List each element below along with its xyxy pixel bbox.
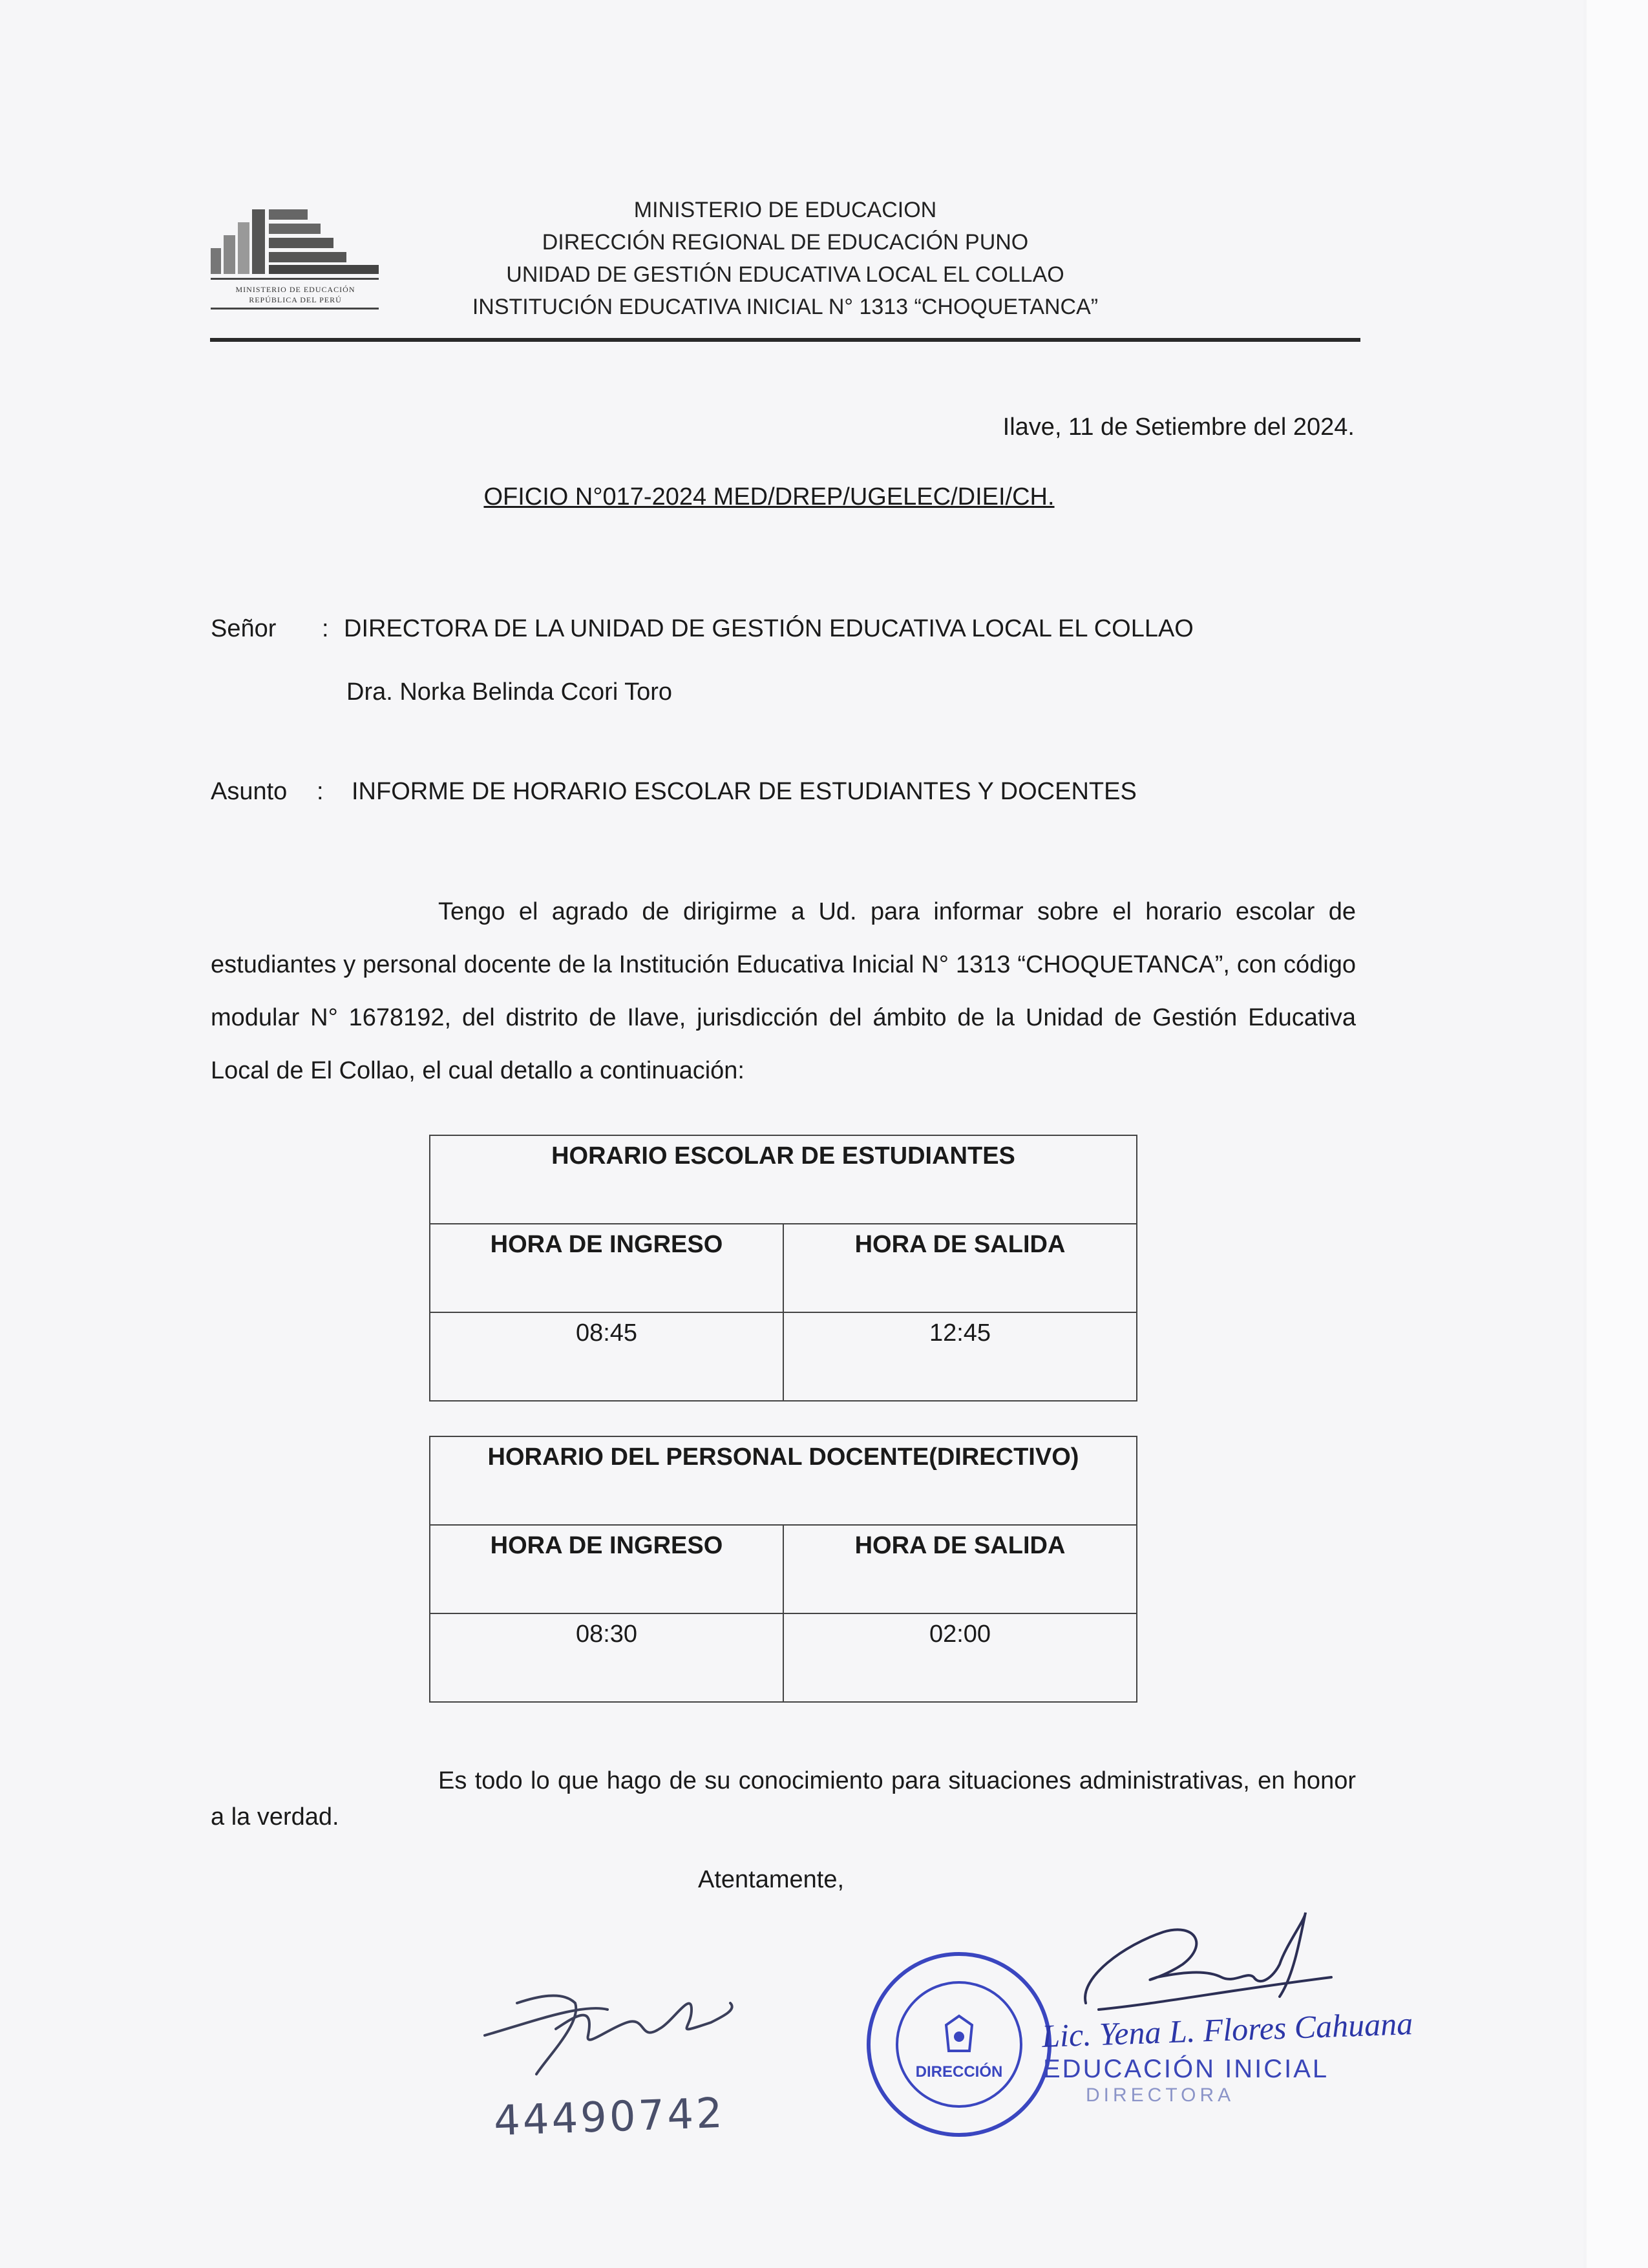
recipient-title: DIRECTORA DE LA UNIDAD DE GESTIÓN EDUCATIVA LOCAL EL COLLAO <box>344 615 1194 642</box>
director-name: Lic. Yena L. Flores Cahuana <box>1041 2004 1413 2055</box>
logo-caption-line: MINISTERIO DE EDUCACIÓN <box>235 285 355 294</box>
closing-paragraph: Es todo lo que hago de su conocimiento para situaciones administrativas, en honor a la verdad. <box>211 1767 1356 1831</box>
table-row <box>430 1613 1137 1702</box>
column-header-exit: HORA DE SALIDA <box>783 1525 1137 1613</box>
table-row <box>430 1312 1137 1401</box>
recipient-colon: : <box>322 615 329 642</box>
letterhead-line: DIRECCIÓN REGIONAL DE EDUCACIÓN PUNO <box>542 230 1029 255</box>
stamp-role: DIRECTORA <box>1086 2084 1235 2106</box>
recipient-name: Dra. Norka Belinda Ccori Toro <box>346 678 673 706</box>
letterhead-line: INSTITUCIÓN EDUCATIVA INICIAL N° 1313 “CHOQUETANCA” <box>472 295 1099 319</box>
subject-text: INFORME DE HORARIO ESCOLAR DE ESTUDIANTES Y DOCENTES <box>352 778 1137 805</box>
subject-colon: : <box>317 778 324 805</box>
body-paragraph: Tengo el agrado de dirigirme a Ud. para informar sobre el horario escolar de estudiantes y personal docente de la Institución Educativa Inicial N° 1313 “CHOQUETANCA”, con código modular N° 1678192, del distrito de Ilave, jurisdicción del ámbito de la Unidad de Gestión Educativa Local de El Collao, el cual detallo a continuación: <box>211 898 1356 1084</box>
table-row <box>430 1135 1137 1224</box>
table-row <box>430 1436 1137 1525</box>
sign-off: Atentamente, <box>698 1866 845 1893</box>
students-schedule-table <box>429 1135 1137 1402</box>
scan-edge <box>1587 0 1648 2268</box>
entry-time: 08:30 <box>430 1613 783 1702</box>
oficio-number: OFICIO N°017-2024 MED/DREP/UGELEC/DIEI/CH. <box>483 483 1055 510</box>
letterhead <box>414 194 1157 323</box>
staff-schedule-table <box>429 1436 1137 1703</box>
table-title: HORARIO DEL PERSONAL DOCENTE(DIRECTIVO) <box>430 1436 1137 1525</box>
seal-center-text: DIRECCIÓN <box>915 2063 1003 2081</box>
column-header-exit: HORA DE SALIDA <box>783 1224 1137 1312</box>
logo-caption-line: REPÚBLICA DEL PERÚ <box>249 295 342 304</box>
exit-time: 02:00 <box>783 1613 1137 1702</box>
letterhead-line: UNIDAD DE GESTIÓN EDUCATIVA LOCAL EL COLLAO <box>506 262 1064 287</box>
stamp-department: EDUCACIÓN INICIAL <box>1043 2055 1329 2083</box>
institution-seal-icon <box>862 1948 1056 2141</box>
header-divider <box>210 338 1360 342</box>
column-header-entry: HORA DE INGRESO <box>430 1224 783 1312</box>
exit-time: 12:45 <box>783 1312 1137 1401</box>
subject-label: Asunto <box>211 778 288 805</box>
handwritten-signature-icon <box>478 1964 750 2106</box>
table-row <box>430 1525 1137 1613</box>
logo-caption <box>208 284 383 305</box>
table-row <box>430 1224 1137 1312</box>
letterhead-line: MINISTERIO DE EDUCACION <box>633 198 937 222</box>
place-date: Ilave, 11 de Setiembre del 2024. <box>1002 414 1355 441</box>
recipient-label: Señor <box>211 615 277 642</box>
column-header-entry: HORA DE INGRESO <box>430 1525 783 1613</box>
signature-dni-number: 44490742 <box>492 2089 726 2146</box>
entry-time: 08:45 <box>430 1312 783 1401</box>
table-title: HORARIO ESCOLAR DE ESTUDIANTES <box>430 1135 1137 1224</box>
